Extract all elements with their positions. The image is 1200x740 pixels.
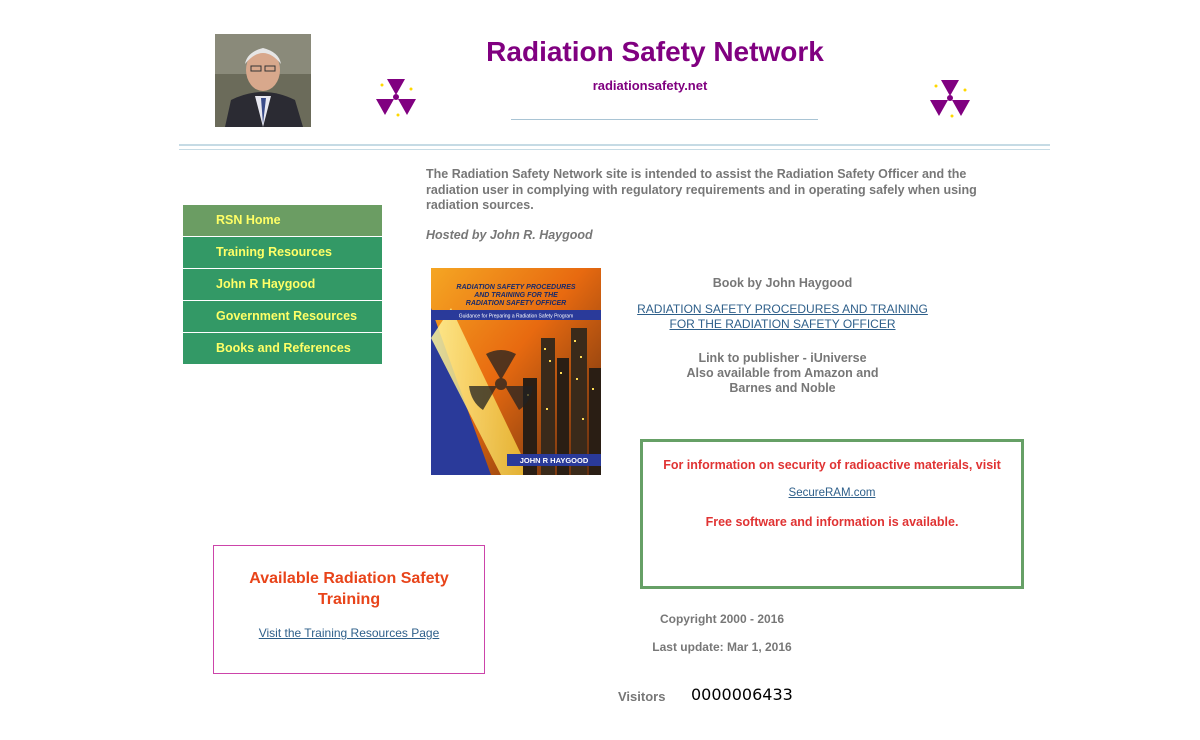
nav-item-rsn-home[interactable]: RSN Home: [183, 205, 382, 236]
copyright: Copyright 2000 - 2016: [659, 612, 785, 626]
security-info-box: [640, 439, 1024, 589]
visitor-counter: 0000006433: [691, 685, 793, 704]
nav-item-john-haygood[interactable]: John R Haygood: [183, 269, 382, 300]
training-title: Available Radiation Safety Training: [249, 570, 449, 608]
nav-item-government-resources[interactable]: Government Resources: [183, 301, 382, 332]
header-divider: [179, 149, 1050, 150]
book-heading: Book by John Haygood: [712, 276, 853, 290]
security-text: For information on security of radioactive materials, visit: [663, 458, 1001, 472]
book-link-line1: RADIATION SAFETY PROCEDURES AND TRAINING: [637, 302, 928, 316]
nav-item-books-references[interactable]: Books and References: [183, 333, 382, 364]
sidebar-nav: [183, 205, 382, 365]
intro-text: The Radiation Safety Network site is intended to assist the Radiation Safety Officer and the radiation user in complying with regulatory requirements and in operating safely when using radiation sources.: [426, 167, 977, 212]
availability-line2: Barnes and Noble: [729, 381, 836, 395]
visitors-label: Visitors: [618, 689, 666, 704]
book-link-line2: FOR THE RADIATION SAFETY OFFICER: [669, 317, 896, 331]
author-photo: [215, 34, 311, 127]
secureram-link[interactable]: SecureRAM.com: [788, 487, 876, 499]
header-divider: [179, 144, 1050, 146]
training-resources-link[interactable]: Visit the Training Resources Page: [258, 626, 440, 640]
cover-title-line2: AND TRAINING FOR THE: [474, 292, 558, 299]
last-update: Last update: Mar 1, 2016: [652, 640, 792, 654]
cover-author: JOHN R HAYGOOD: [519, 456, 589, 465]
book-cover-image[interactable]: [431, 268, 601, 475]
site-title: Radiation Safety Network: [486, 36, 824, 67]
free-software-text: Free software and information is available.: [705, 515, 959, 529]
cover-subtitle: Guidance for Preparing a Radiation Safety Program: [458, 313, 574, 320]
publisher-link-text: Link to publisher - iUniverse: [698, 351, 867, 365]
radiation-trefoil-icon: [930, 78, 970, 118]
site-url: radiationsafety.net: [592, 78, 708, 93]
hosted-by: Hosted by John R. Haygood: [426, 228, 593, 242]
nav-item-training-resources[interactable]: Training Resources: [183, 237, 382, 268]
cover-title-line1: RADIATION SAFETY PROCEDURES: [456, 284, 576, 291]
training-box: [213, 545, 485, 674]
title-divider: [511, 119, 818, 120]
book-info: [620, 276, 945, 396]
radiation-trefoil-icon: [376, 77, 416, 117]
book-title-link[interactable]: [620, 302, 945, 332]
availability-line1: Also available from Amazon and: [686, 366, 879, 380]
cover-title-line3: RADIATION SAFETY OFFICER: [465, 300, 567, 307]
